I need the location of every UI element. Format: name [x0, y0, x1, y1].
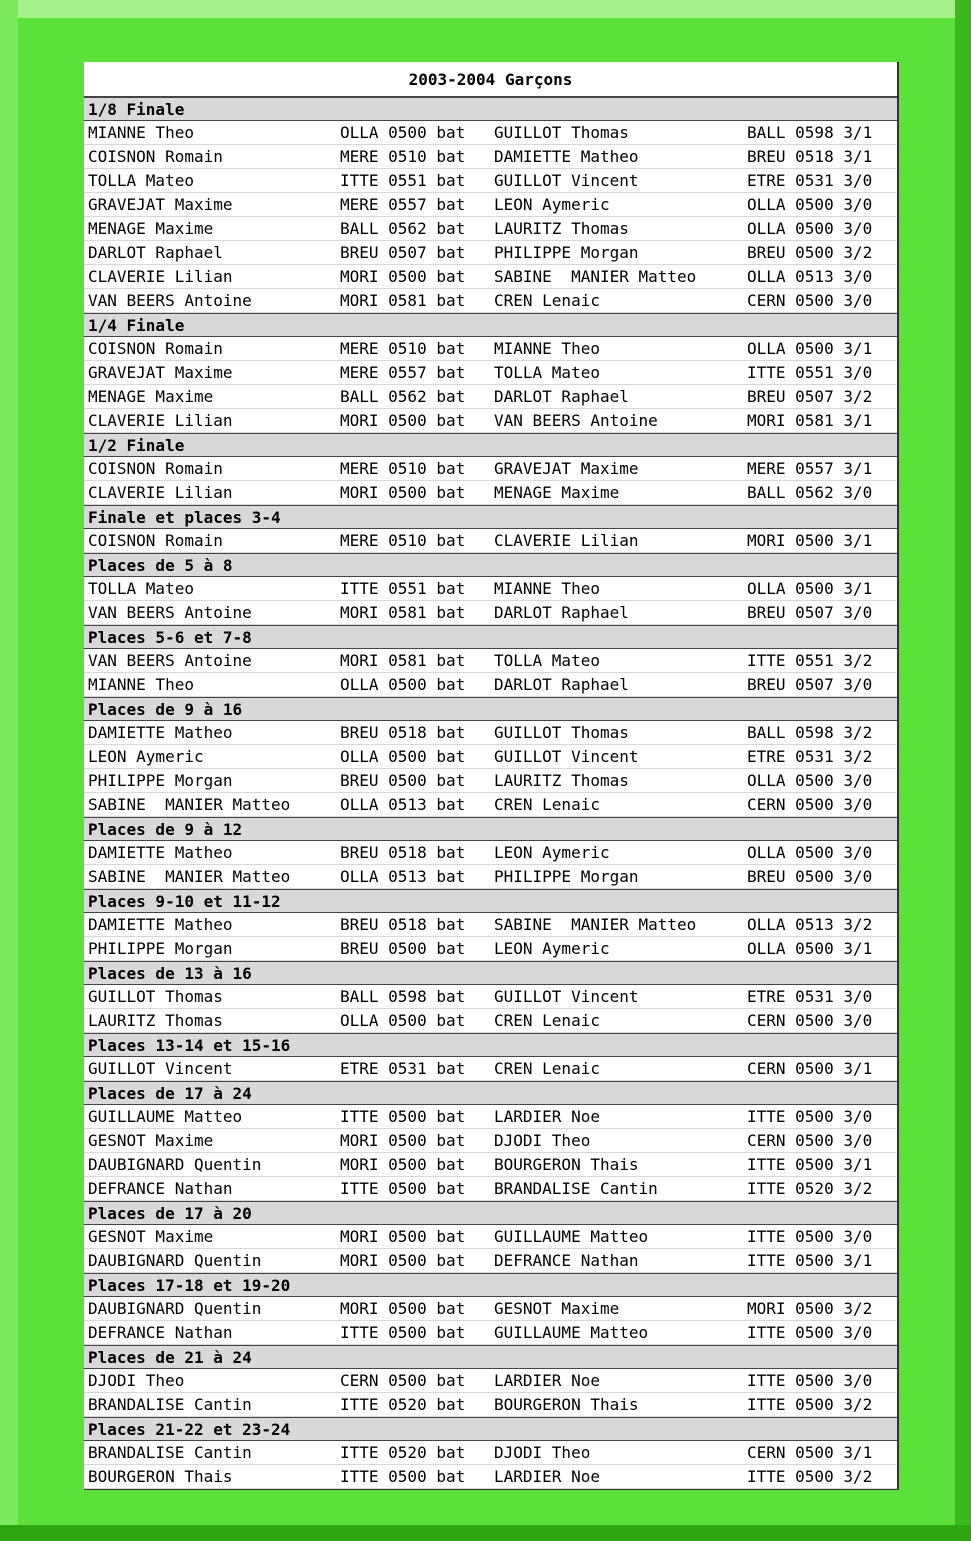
winner-club-code: BREU 0518 bat — [340, 843, 466, 862]
section-title: Places de 13 à 16 — [88, 964, 252, 983]
match-row — [84, 1441, 897, 1465]
loser-club-score: CERN 0500 3/0 — [747, 1131, 873, 1150]
winner-club-code: MERE 0557 bat — [340, 363, 466, 382]
loser-name: LAURITZ Thomas — [494, 219, 629, 238]
loser-club-score: MORI 0500 3/2 — [747, 1299, 873, 1318]
winner-name: GRAVEJAT Maxime — [88, 363, 233, 382]
section-header — [84, 817, 897, 841]
loser-name: CREN Lenaic — [494, 795, 600, 814]
loser-name: DAMIETTE Matheo — [494, 147, 639, 166]
loser-name: CREN Lenaic — [494, 1059, 600, 1078]
winner-name: MENAGE Maxime — [88, 387, 214, 406]
winner-club-code: OLLA 0513 bat — [340, 867, 466, 886]
match-row — [84, 409, 897, 433]
winner-club-code: ETRE 0531 bat — [340, 1059, 466, 1078]
match-row — [84, 1177, 897, 1201]
match-row — [84, 1153, 897, 1177]
section-title: Finale et places 3-4 — [88, 508, 281, 527]
loser-club-score: BALL 0598 3/1 — [747, 123, 873, 142]
winner-name: DEFRANCE Nathan — [88, 1179, 233, 1198]
winner-club-code: MERE 0510 bat — [340, 531, 466, 550]
match-row — [84, 169, 897, 193]
winner-club-code: ITTE 0500 bat — [340, 1107, 466, 1126]
winner-name: DARLOT Raphael — [88, 243, 223, 262]
loser-name: MIANNE Theo — [494, 339, 600, 358]
loser-club-score: BREU 0507 3/2 — [747, 387, 873, 406]
results-list — [84, 97, 897, 1489]
winner-name: MENAGE Maxime — [88, 219, 214, 238]
loser-club-score: BALL 0562 3/0 — [747, 483, 873, 502]
winner-name: GESNOT Maxime — [88, 1131, 214, 1150]
winner-club-code: MORI 0581 bat — [340, 603, 466, 622]
winner-name: DEFRANCE Nathan — [88, 1323, 233, 1342]
section-title: Places 13-14 et 15-16 — [88, 1036, 291, 1055]
winner-club-code: BALL 0562 bat — [340, 219, 466, 238]
winner-name: CLAVERIE Lilian — [88, 267, 233, 286]
loser-club-score: MORI 0581 3/1 — [747, 411, 873, 430]
section-header — [84, 1033, 897, 1057]
winner-name: MIANNE Theo — [88, 123, 194, 142]
winner-club-code: ITTE 0520 bat — [340, 1395, 466, 1414]
winner-name: BRANDALISE Cantin — [88, 1395, 252, 1414]
match-row — [84, 649, 897, 673]
loser-club-score: OLLA 0500 3/1 — [747, 939, 873, 958]
loser-club-score: ITTE 0500 3/1 — [747, 1251, 873, 1270]
loser-name: LEON Aymeric — [494, 939, 610, 958]
loser-name: MIANNE Theo — [494, 579, 600, 598]
loser-club-score: CERN 0500 3/0 — [747, 291, 873, 310]
match-row — [84, 1465, 897, 1489]
loser-name: SABINE MANIER Matteo — [494, 915, 697, 934]
winner-club-code: MERE 0510 bat — [340, 147, 466, 166]
loser-name: GRAVEJAT Maxime — [494, 459, 639, 478]
match-row — [84, 121, 897, 145]
match-row — [84, 673, 897, 697]
match-row — [84, 985, 897, 1009]
winner-name: DAUBIGNARD Quentin — [88, 1299, 262, 1318]
winner-name: VAN BEERS Antoine — [88, 291, 252, 310]
match-row — [84, 337, 897, 361]
match-row — [84, 1393, 897, 1417]
winner-name: LAURITZ Thomas — [88, 1011, 223, 1030]
loser-name: TOLLA Mateo — [494, 651, 600, 670]
winner-club-code: ITTE 0500 bat — [340, 1467, 466, 1486]
loser-name: PHILIPPE Morgan — [494, 243, 639, 262]
loser-name: DJODI Theo — [494, 1443, 591, 1462]
section-header — [84, 553, 897, 577]
loser-name: LAURITZ Thomas — [494, 771, 629, 790]
section-header — [84, 1417, 897, 1441]
loser-name: DJODI Theo — [494, 1131, 591, 1150]
match-row — [84, 289, 897, 313]
winner-name: CLAVERIE Lilian — [88, 483, 233, 502]
winner-club-code: MORI 0500 bat — [340, 1155, 466, 1174]
section-title: Places de 5 à 8 — [88, 556, 233, 575]
loser-club-score: BREU 0507 3/0 — [747, 603, 873, 622]
winner-club-code: ITTE 0500 bat — [340, 1179, 466, 1198]
loser-name: MENAGE Maxime — [494, 483, 620, 502]
winner-club-code: MORI 0500 bat — [340, 483, 466, 502]
match-row — [84, 913, 897, 937]
winner-name: DAMIETTE Matheo — [88, 915, 233, 934]
loser-club-score: ITTE 0500 3/0 — [747, 1107, 873, 1126]
winner-name: COISNON Romain — [88, 147, 223, 166]
winner-club-code: BREU 0518 bat — [340, 723, 466, 742]
loser-name: DARLOT Raphael — [494, 387, 629, 406]
winner-club-code: MERE 0510 bat — [340, 339, 466, 358]
winner-club-code: MERE 0510 bat — [340, 459, 466, 478]
section-header — [84, 1081, 897, 1105]
loser-club-score: ITTE 0500 3/2 — [747, 1395, 873, 1414]
winner-name: BRANDALISE Cantin — [88, 1443, 252, 1462]
match-row — [84, 529, 897, 553]
match-row — [84, 865, 897, 889]
section-title: Places 21-22 et 23-24 — [88, 1420, 291, 1439]
match-row — [84, 601, 897, 625]
winner-club-code: ITTE 0551 bat — [340, 171, 466, 190]
match-row — [84, 1297, 897, 1321]
winner-club-code: MORI 0581 bat — [340, 651, 466, 670]
section-header — [84, 1345, 897, 1369]
loser-club-score: ETRE 0531 3/0 — [747, 171, 873, 190]
section-header — [84, 889, 897, 913]
loser-name: GUILLOT Vincent — [494, 171, 639, 190]
loser-club-score: ITTE 0500 3/1 — [747, 1155, 873, 1174]
winner-name: PHILIPPE Morgan — [88, 771, 233, 790]
winner-club-code: OLLA 0500 bat — [340, 675, 466, 694]
winner-name: DJODI Theo — [88, 1371, 185, 1390]
loser-club-score: BREU 0500 3/2 — [747, 243, 873, 262]
winner-name: GUILLAUME Matteo — [88, 1107, 243, 1126]
winner-name: TOLLA Mateo — [88, 171, 194, 190]
loser-club-score: BREU 0518 3/1 — [747, 147, 873, 166]
loser-name: BOURGERON Thais — [494, 1155, 639, 1174]
loser-name: CLAVERIE Lilian — [494, 531, 639, 550]
section-title: 1/4 Finale — [88, 316, 185, 335]
match-row — [84, 745, 897, 769]
section-header — [84, 1273, 897, 1297]
winner-club-code: MORI 0500 bat — [340, 1227, 466, 1246]
winner-club-code: MORI 0500 bat — [340, 411, 466, 430]
loser-name: LARDIER Noe — [494, 1107, 600, 1126]
winner-name: DAMIETTE Matheo — [88, 843, 233, 862]
match-row — [84, 841, 897, 865]
loser-name: DARLOT Raphael — [494, 603, 629, 622]
winner-name: COISNON Romain — [88, 459, 223, 478]
winner-name: PHILIPPE Morgan — [88, 939, 233, 958]
loser-name: CREN Lenaic — [494, 291, 600, 310]
loser-club-score: BREU 0500 3/0 — [747, 867, 873, 886]
match-row — [84, 361, 897, 385]
winner-name: DAUBIGNARD Quentin — [88, 1155, 262, 1174]
section-header — [84, 697, 897, 721]
winner-club-code: BREU 0518 bat — [340, 915, 466, 934]
loser-club-score: OLLA 0500 3/0 — [747, 771, 873, 790]
loser-name: GUILLOT Thomas — [494, 123, 629, 142]
match-row — [84, 793, 897, 817]
loser-club-score: OLLA 0500 3/0 — [747, 195, 873, 214]
match-row — [84, 1321, 897, 1345]
loser-name: DARLOT Raphael — [494, 675, 629, 694]
winner-club-code: CERN 0500 bat — [340, 1371, 466, 1390]
winner-club-code: BREU 0507 bat — [340, 243, 466, 262]
section-header — [84, 625, 897, 649]
winner-name: GRAVEJAT Maxime — [88, 195, 233, 214]
winner-club-code: MORI 0500 bat — [340, 267, 466, 286]
loser-club-score: MERE 0557 3/1 — [747, 459, 873, 478]
loser-club-score: OLLA 0513 3/0 — [747, 267, 873, 286]
loser-name: GUILLAUME Matteo — [494, 1323, 649, 1342]
winner-name: GESNOT Maxime — [88, 1227, 214, 1246]
loser-club-score: ITTE 0520 3/2 — [747, 1179, 873, 1198]
match-row — [84, 1225, 897, 1249]
section-title: Places de 17 à 24 — [88, 1084, 252, 1103]
match-row — [84, 1129, 897, 1153]
section-title: Places de 17 à 20 — [88, 1204, 252, 1223]
loser-club-score: ITTE 0551 3/2 — [747, 651, 873, 670]
page-title: 2003-2004 Garçons — [84, 62, 897, 97]
frame-left — [0, 0, 18, 1541]
winner-name: COISNON Romain — [88, 531, 223, 550]
loser-name: LEON Aymeric — [494, 195, 610, 214]
winner-club-code: BALL 0562 bat — [340, 387, 466, 406]
loser-club-score: ETRE 0531 3/0 — [747, 987, 873, 1006]
loser-club-score: BALL 0598 3/2 — [747, 723, 873, 742]
section-title: 1/8 Finale — [88, 100, 185, 119]
section-header — [84, 505, 897, 529]
winner-name: SABINE MANIER Matteo — [88, 795, 291, 814]
loser-club-score: CERN 0500 3/1 — [747, 1443, 873, 1462]
section-header — [84, 313, 897, 337]
loser-name: TOLLA Mateo — [494, 363, 600, 382]
section-header — [84, 1201, 897, 1225]
winner-club-code: BALL 0598 bat — [340, 987, 466, 1006]
loser-name: PHILIPPE Morgan — [494, 867, 639, 886]
winner-club-code: MORI 0500 bat — [340, 1131, 466, 1150]
section-title: Places 9-10 et 11-12 — [88, 892, 281, 911]
match-row — [84, 769, 897, 793]
loser-name: LARDIER Noe — [494, 1467, 600, 1486]
winner-name: BOURGERON Thais — [88, 1467, 233, 1486]
match-row — [84, 481, 897, 505]
match-row — [84, 193, 897, 217]
loser-name: BOURGERON Thais — [494, 1395, 639, 1414]
match-row — [84, 577, 897, 601]
winner-name: MIANNE Theo — [88, 675, 194, 694]
loser-name: BRANDALISE Cantin — [494, 1179, 658, 1198]
winner-club-code: MERE 0557 bat — [340, 195, 466, 214]
winner-name: TOLLA Mateo — [88, 579, 194, 598]
frame-top — [0, 0, 971, 18]
loser-name: LARDIER Noe — [494, 1371, 600, 1390]
winner-club-code: ITTE 0500 bat — [340, 1323, 466, 1342]
match-row — [84, 265, 897, 289]
loser-club-score: CERN 0500 3/0 — [747, 795, 873, 814]
winner-club-code: BREU 0500 bat — [340, 939, 466, 958]
section-title: Places de 21 à 24 — [88, 1348, 252, 1367]
winner-club-code: ITTE 0520 bat — [340, 1443, 466, 1462]
loser-club-score: ETRE 0531 3/2 — [747, 747, 873, 766]
winner-name: CLAVERIE Lilian — [88, 411, 233, 430]
winner-club-code: BREU 0500 bat — [340, 771, 466, 790]
winner-club-code: OLLA 0500 bat — [340, 123, 466, 142]
winner-name: GUILLOT Vincent — [88, 1059, 233, 1078]
loser-club-score: OLLA 0513 3/2 — [747, 915, 873, 934]
winner-club-code: OLLA 0500 bat — [340, 1011, 466, 1030]
loser-club-score: CERN 0500 3/0 — [747, 1011, 873, 1030]
loser-club-score: ITTE 0500 3/0 — [747, 1227, 873, 1246]
section-header — [84, 961, 897, 985]
frame-bottom — [0, 1525, 971, 1541]
winner-club-code: ITTE 0551 bat — [340, 579, 466, 598]
loser-club-score: CERN 0500 3/1 — [747, 1059, 873, 1078]
loser-name: GESNOT Maxime — [494, 1299, 620, 1318]
loser-name: VAN BEERS Antoine — [494, 411, 658, 430]
winner-name: GUILLOT Thomas — [88, 987, 223, 1006]
loser-name: GUILLOT Thomas — [494, 723, 629, 742]
loser-name: LEON Aymeric — [494, 843, 610, 862]
winner-name: COISNON Romain — [88, 339, 223, 358]
loser-name: GUILLAUME Matteo — [494, 1227, 649, 1246]
loser-club-score: ITTE 0500 3/2 — [747, 1467, 873, 1486]
match-row — [84, 1105, 897, 1129]
section-title: Places de 9 à 16 — [88, 700, 243, 719]
match-row — [84, 937, 897, 961]
loser-name: GUILLOT Vincent — [494, 987, 639, 1006]
frame-right — [955, 0, 971, 1541]
section-title: 1/2 Finale — [88, 436, 185, 455]
section-header — [84, 433, 897, 457]
winner-name: DAMIETTE Matheo — [88, 723, 233, 742]
winner-name: VAN BEERS Antoine — [88, 603, 252, 622]
winner-club-code: OLLA 0500 bat — [340, 747, 466, 766]
loser-name: GUILLOT Vincent — [494, 747, 639, 766]
loser-club-score: ITTE 0500 3/0 — [747, 1371, 873, 1390]
loser-name: CREN Lenaic — [494, 1011, 600, 1030]
match-row — [84, 1369, 897, 1393]
match-row — [84, 721, 897, 745]
match-row — [84, 1057, 897, 1081]
section-header — [84, 97, 897, 121]
loser-name: DEFRANCE Nathan — [494, 1251, 639, 1270]
winner-name: LEON Aymeric — [88, 747, 204, 766]
match-row — [84, 457, 897, 481]
winner-club-code: MORI 0500 bat — [340, 1299, 466, 1318]
match-row — [84, 217, 897, 241]
loser-club-score: ITTE 0551 3/0 — [747, 363, 873, 382]
loser-club-score: ITTE 0500 3/0 — [747, 1323, 873, 1342]
match-row — [84, 145, 897, 169]
match-row — [84, 1009, 897, 1033]
winner-club-code: MORI 0500 bat — [340, 1251, 466, 1270]
winner-club-code: OLLA 0513 bat — [340, 795, 466, 814]
winner-club-code: MORI 0581 bat — [340, 291, 466, 310]
match-row — [84, 1249, 897, 1273]
loser-club-score: OLLA 0500 3/1 — [747, 579, 873, 598]
section-title: Places 5-6 et 7-8 — [88, 628, 252, 647]
loser-club-score: BREU 0507 3/0 — [747, 675, 873, 694]
winner-name: VAN BEERS Antoine — [88, 651, 252, 670]
loser-club-score: OLLA 0500 3/0 — [747, 219, 873, 238]
loser-club-score: MORI 0500 3/1 — [747, 531, 873, 550]
winner-name: DAUBIGNARD Quentin — [88, 1251, 262, 1270]
winner-name: SABINE MANIER Matteo — [88, 867, 291, 886]
section-title: Places 17-18 et 19-20 — [88, 1276, 291, 1295]
match-row — [84, 241, 897, 265]
loser-name: SABINE MANIER Matteo — [494, 267, 697, 286]
loser-club-score: OLLA 0500 3/1 — [747, 339, 873, 358]
section-title: Places de 9 à 12 — [88, 820, 243, 839]
results-sheet — [84, 62, 899, 1490]
match-row — [84, 385, 897, 409]
loser-club-score: OLLA 0500 3/0 — [747, 843, 873, 862]
